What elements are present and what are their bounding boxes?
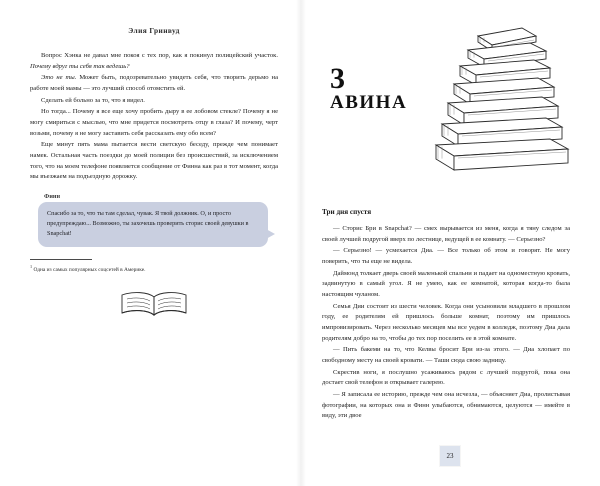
chat-bubble bbox=[38, 202, 268, 247]
paragraph: — Я записала ее историю, прежде чем она исчезла, — объясняет Диа, пролистывая фотографии, на которых она и Финн улыбаются, обнимаются, целуются — имейте в виду, эти двое bbox=[322, 391, 570, 420]
paragraph: Семья Дии состоит из шести человек. Когда они усыновили младшего в прошлом году, ее родителям ей пришлось больше комнат, поэтому им пришлось импровизировать. Через несколько месяцев мы все уедем в колледж, поэтому Диа дала родителям добро на то, чтобы до тех пор поселить ее в этой комнате. bbox=[322, 302, 570, 342]
chapter-title: АВИНА bbox=[330, 92, 408, 113]
footnote-divider bbox=[30, 259, 92, 260]
paragraph: Сделать ей больно за то, что я видел. bbox=[41, 96, 145, 104]
stack-of-books-illustration bbox=[426, 14, 576, 191]
page-number-container bbox=[300, 446, 600, 466]
paragraph: — Серьезно! — усмехается Диа. — Все только об этом и говорят. Не могу поверить, что ты еще не видела. bbox=[322, 247, 570, 266]
paragraph: Вопрос Хэнка не давал мне покоя с тех пор, как я покинул полицейский участок. Почему вдруг ты себя так ведешь? bbox=[30, 52, 278, 70]
paragraph: Скрестив ноги, я послушно усаживаюсь рядом с лучшей подругой, пока она достает свой телефон и открывает галерею. bbox=[322, 368, 570, 387]
paragraph: Даймонд толкает дверь своей маленькой спальни и падает на одноместную кровать, задвинутую в самый угол. Я не умею, как ее комнатой, которая когда-то была настоящим чуланом. bbox=[322, 269, 570, 299]
footnote bbox=[30, 264, 278, 274]
chat-sender-name: Финн bbox=[44, 193, 61, 201]
stack-of-books-icon bbox=[426, 14, 576, 186]
footnote-text: Одна из самых популярных соцсетей в Америке. bbox=[33, 266, 146, 273]
footnote-marker: 1 bbox=[30, 263, 33, 269]
paragraph: Но тогда... Почему я все еще хочу пробить дыру в ее лобовом стекле? Почему я не могу смириться с мыслью, что мне придется посмотреть отцу в глаза? И почему, черт возьми, почему я не могу заставить себя рассказать ему обо всем? bbox=[30, 108, 278, 137]
paragraph: — Сторис Бри в Snapchat? — смех вырывается из меня, когда я тяну следом за своей лучшей подругой вверх по лестнице, ведущей в ее комнату. — Серьезно? bbox=[322, 225, 570, 243]
chat-message-text: Спасибо за то, что ты там сделал, чувак. Я твой должник. О, и просто предупреждаю... Возможно, ты захочешь проверить сторис своей девушки в Snapchat! bbox=[47, 210, 249, 237]
running-head: Элия Гринвуд bbox=[128, 26, 180, 35]
paragraph: Еще минут пять мама пытается вести светскую беседу, прежде чем понимает намек. Остальная часть поездки до моей полиции без происшествий, за исключением того, что на моем телефоне появляется сообщение от Финна как раз в тот момент, когда мы въезжаем на подъездную дорожку. bbox=[30, 141, 278, 181]
paragraph: — Пить бакеми на то, что Келвы бросит Бри из-за этого. — Диа хлопает по свободному месту на своей кровати. — Таши сюда свою задницу. bbox=[322, 346, 570, 365]
open-book-ornament bbox=[30, 290, 278, 320]
page-number: 23 bbox=[440, 446, 460, 466]
open-book-icon bbox=[117, 290, 191, 320]
section-label: Три дня спустя bbox=[322, 208, 372, 216]
paragraph: Это не ты. Может быть, подозревательно увидеть себя, что творить дерьмо на работе моей мамы — это лучший способ отомстить ей. bbox=[30, 74, 278, 93]
chapter-header bbox=[322, 26, 570, 208]
chat-message-block bbox=[30, 193, 278, 247]
chapter-number: 3 bbox=[330, 62, 346, 95]
right-page bbox=[300, 0, 600, 486]
